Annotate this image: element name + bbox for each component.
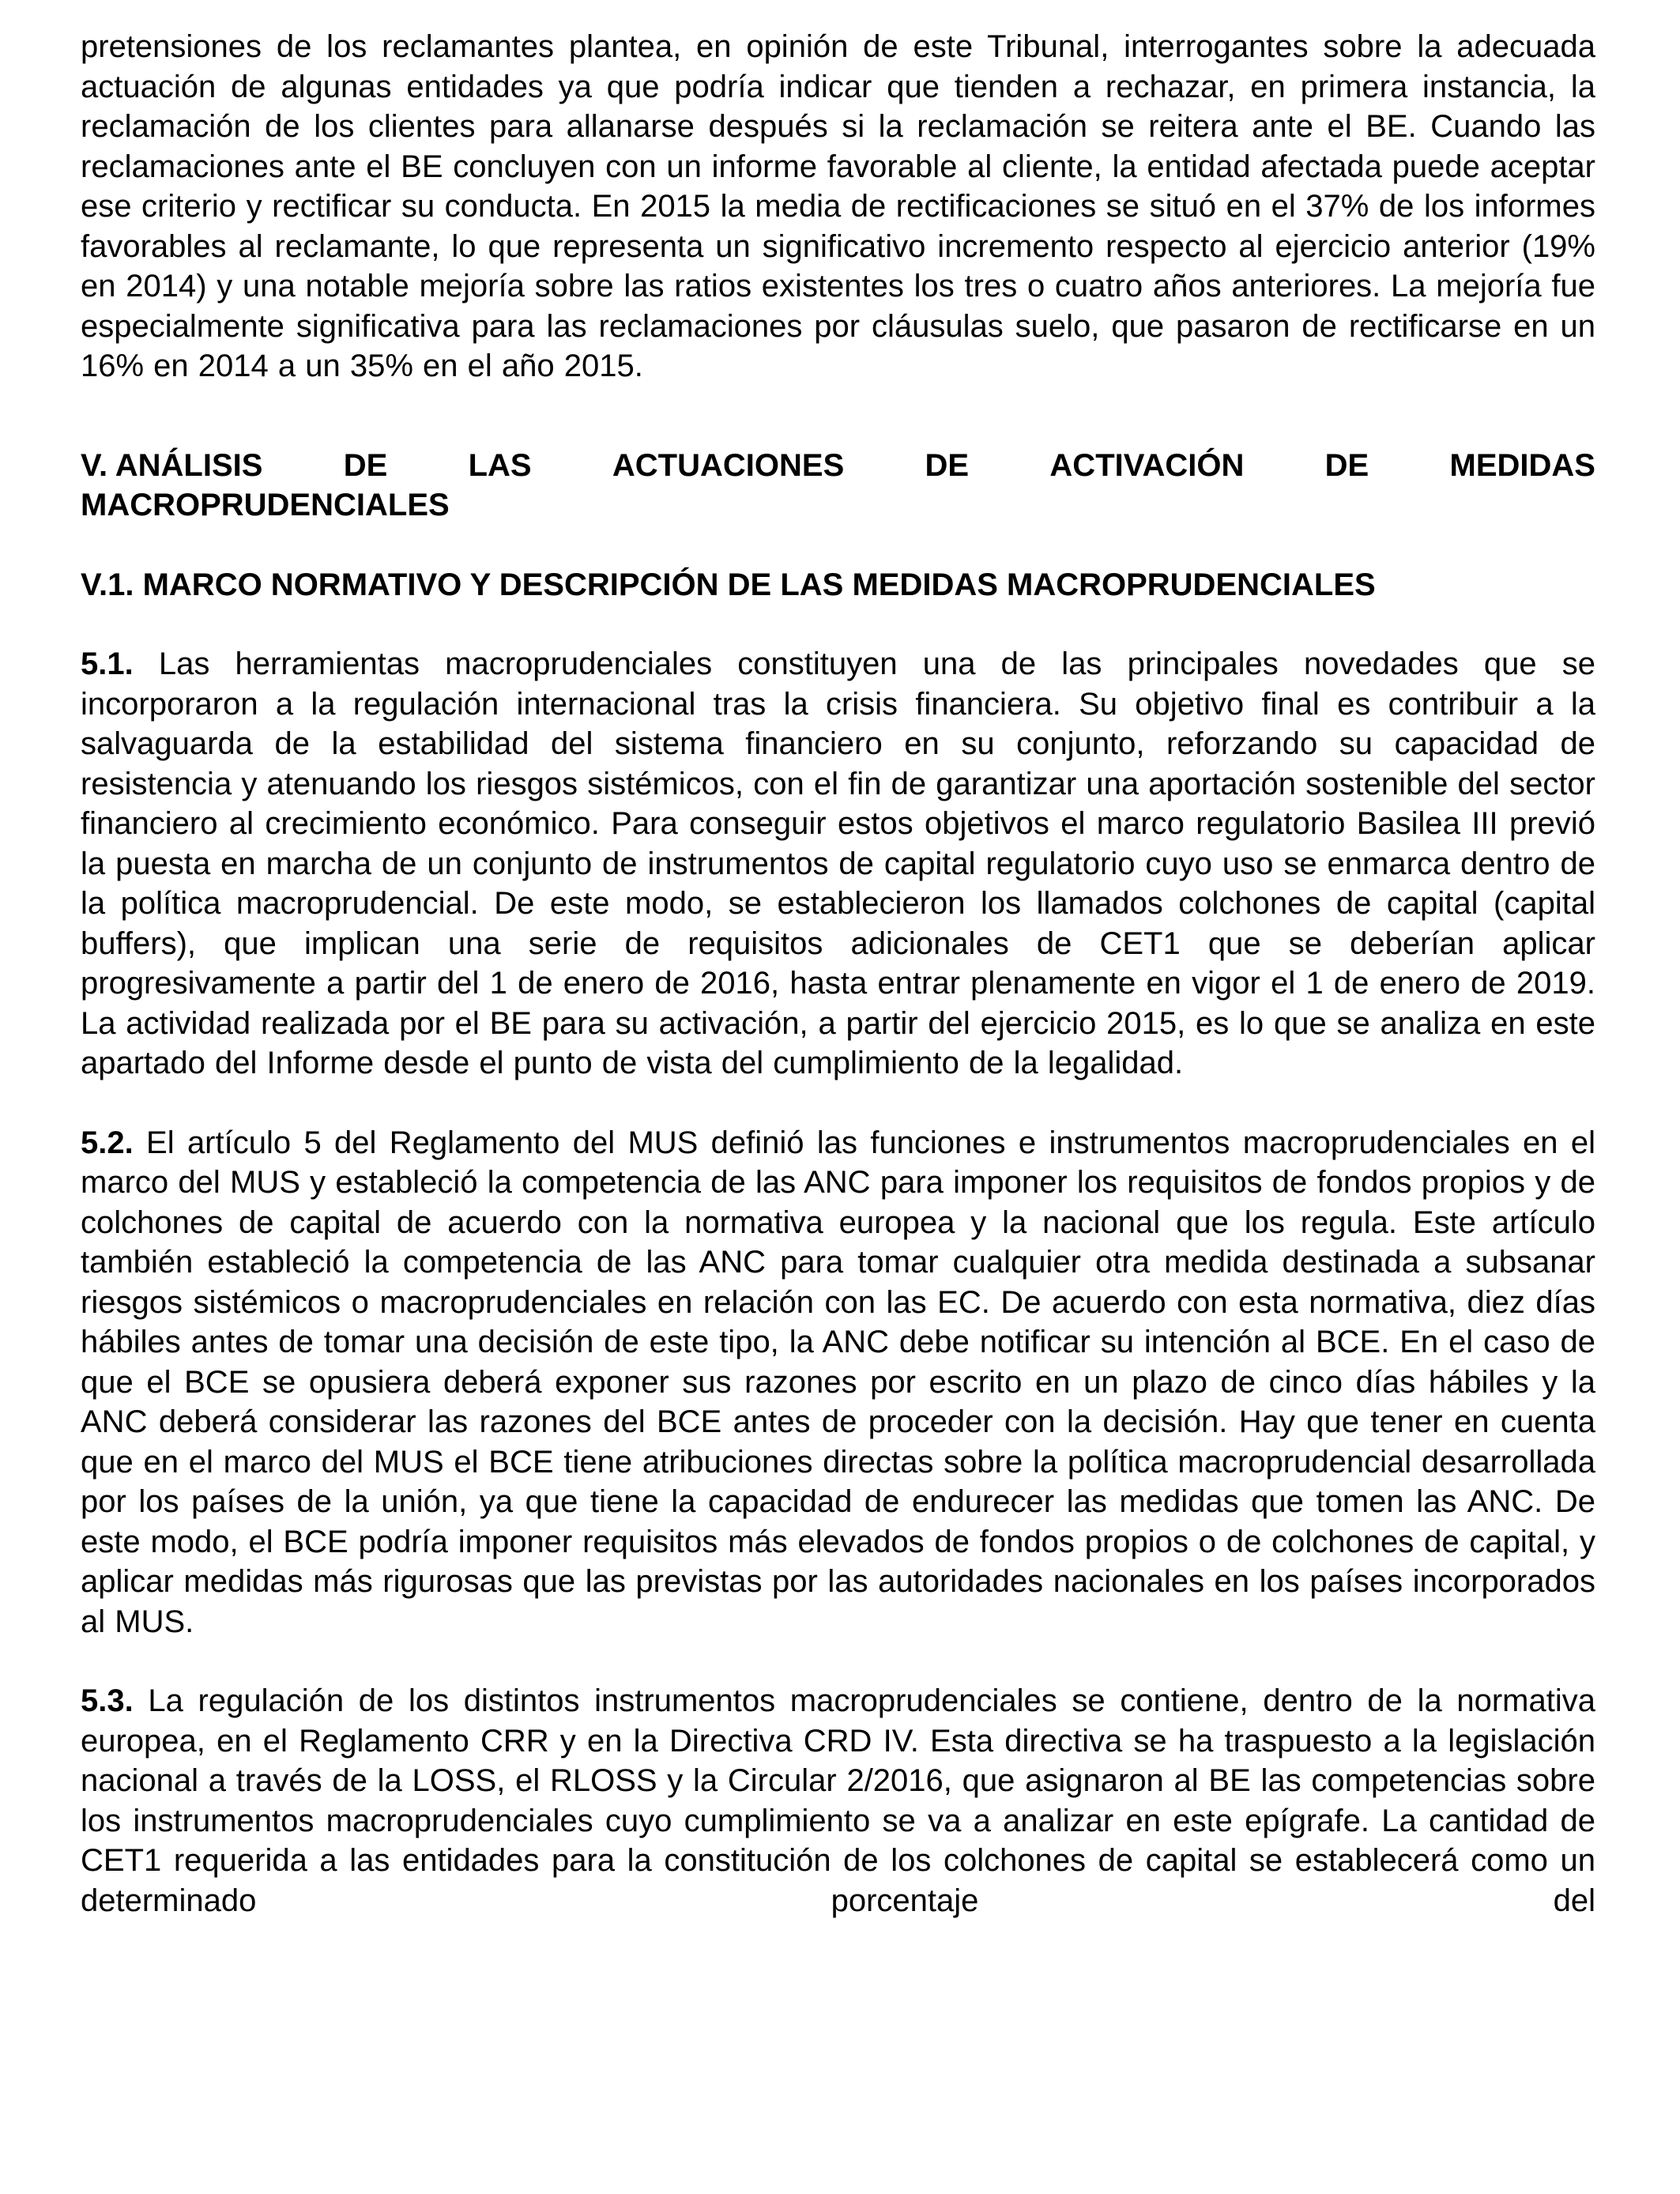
paragraph-5-1 — [81, 644, 1595, 1084]
subsection-heading: V.1. MARCO NORMATIVO Y DESCRIPCIÓN DE LAS MEDIDAS MACROPRUDENCIALES — [81, 567, 1376, 602]
document-page — [81, 27, 1595, 1921]
paragraph-number: 5.2. — [81, 1125, 134, 1160]
section-heading-line-1 — [81, 446, 1595, 486]
paragraph-text: El artículo 5 del Reglamento del MUS definió las funciones e instrumentos macroprudenciales en el marco del MUS y estableció la competencia de las ANC para imponer los requisitos de fondos propios y de colchones de capital de acuerdo con la normativa europea y la nacional que los regula. Este artículo también estableció la competencia de las ANC para tomar cualquier otra medida destinada a subsanar riesgos sistémicos o macroprudenciales en relación con las EC. De acuerdo con esta normativa, diez días hábiles antes de tomar una decisión de este tipo, la ANC debe notificar su intención al BCE. En el caso de que el BCE se opusiera deberá exponer sus razones por escrito en un plazo de cinco días hábiles y la ANC deberá considerar las razones del BCE antes de proceder con la decisión. Hay que tener en cuenta que en el marco del MUS el BCE tiene atribuciones directas sobre la política macroprudencial desarrollada por los países de la unión, ya que tiene la capacidad de endurecer las medidas que tomen las ANC. De este modo, el BCE podría imponer requisitos más elevados de fondos propios o de colchones de capital, y aplicar medidas más rigurosas que las previstas por las autoridades nacionales en los países incorporados al MUS. — [81, 1125, 1595, 1639]
section-heading-word: MEDIDAS — [1449, 447, 1595, 483]
section-heading-word: V. ANÁLISIS — [81, 447, 263, 483]
section-heading-word: DE — [925, 447, 970, 483]
paragraph-5-3 — [81, 1681, 1595, 1921]
intro-paragraph: pretensiones de los reclamantes plantea, en opinión de este Tribunal, interrogantes sobre la adecuada actuación de algunas entidades ya que podría indicar que tienden a rechazar, en primera instancia, la reclamación de los clientes para allanarse después si la reclamación se reitera ante el BE. Cuando las reclamaciones ante el BE concluyen con un informe favorable al cliente, la entidad afectada puede aceptar ese criterio y rectificar su conducta. En 2015 la media de rectificaciones se situó en el 37% de los informes favorables al reclamante, lo que representa un significativo incremento respecto al ejercicio anterior (19% en 2014) y una notable mejoría sobre las ratios existentes los tres o cuatro años anteriores. La mejoría fue especialmente significativa para las reclamaciones por cláusulas suelo, que pasaron de rectificarse en un 16% en 2014 a un 35% en el año 2015. — [81, 29, 1595, 383]
section-heading-word: DE — [343, 447, 388, 483]
section-heading-word: DE — [1324, 447, 1369, 483]
paragraph-number: 5.3. — [81, 1683, 134, 1718]
paragraph-number: 5.1. — [81, 647, 134, 681]
paragraph-text: Las herramientas macroprudenciales constituyen una de las principales novedades que se incorporaron a la regulación internacional tras la crisis financiera. Su objetivo final es contribuir a la salvaguarda de la estabilidad del sistema financiero en su conjunto, reforzando su capacidad de resistencia y atenuando los riesgos sistémicos, con el fin de garantizar una aportación sostenible del sector financiero al crecimiento económico. Para conseguir estos objetivos el marco regulatorio Basilea III previó la puesta en marcha de un conjunto de instrumentos de capital regulatorio cuyo uso se enmarca dentro de la política macroprudencial. De este modo, se establecieron los llamados colchones de capital (capital buffers), que implican una serie de requisitos adicionales de CET1 que se deberían aplicar progresivamente a partir del 1 de enero de 2016, hasta entrar plenamente en vigor el 1 de enero de 2019. La actividad realizada por el BE para su activación, a partir del ejercicio 2015, es lo que se analiza en este apartado del Informe desde el punto de vista del cumplimiento de la legalidad. — [81, 647, 1595, 1080]
section-heading-word: ACTUACIONES — [612, 447, 845, 483]
section-heading-word: ACTIVACIÓN — [1049, 447, 1245, 483]
section-heading-word: LAS — [468, 447, 532, 483]
section-heading-line-2: MACROPRUDENCIALES — [81, 488, 450, 522]
paragraph-5-2 — [81, 1123, 1595, 1642]
paragraph-text: La regulación de los distintos instrumentos macroprudenciales se contiene, dentro de la normativa europea, en el Reglamento CRR y en la Directiva CRD IV. Esta directiva se ha traspuesto a la legislación nacional a través de la LOSS, el RLOSS y la Circular 2/2016, que asignaron al BE las competencias sobre los instrumentos macroprudenciales cuyo cumplimiento se va a analizar en este epígrafe. La cantidad de CET1 requerida a las entidades para la constitución de los colchones de capital se establecerá como un determinado porcentaje del — [81, 1683, 1595, 1918]
section-heading — [81, 446, 1595, 526]
